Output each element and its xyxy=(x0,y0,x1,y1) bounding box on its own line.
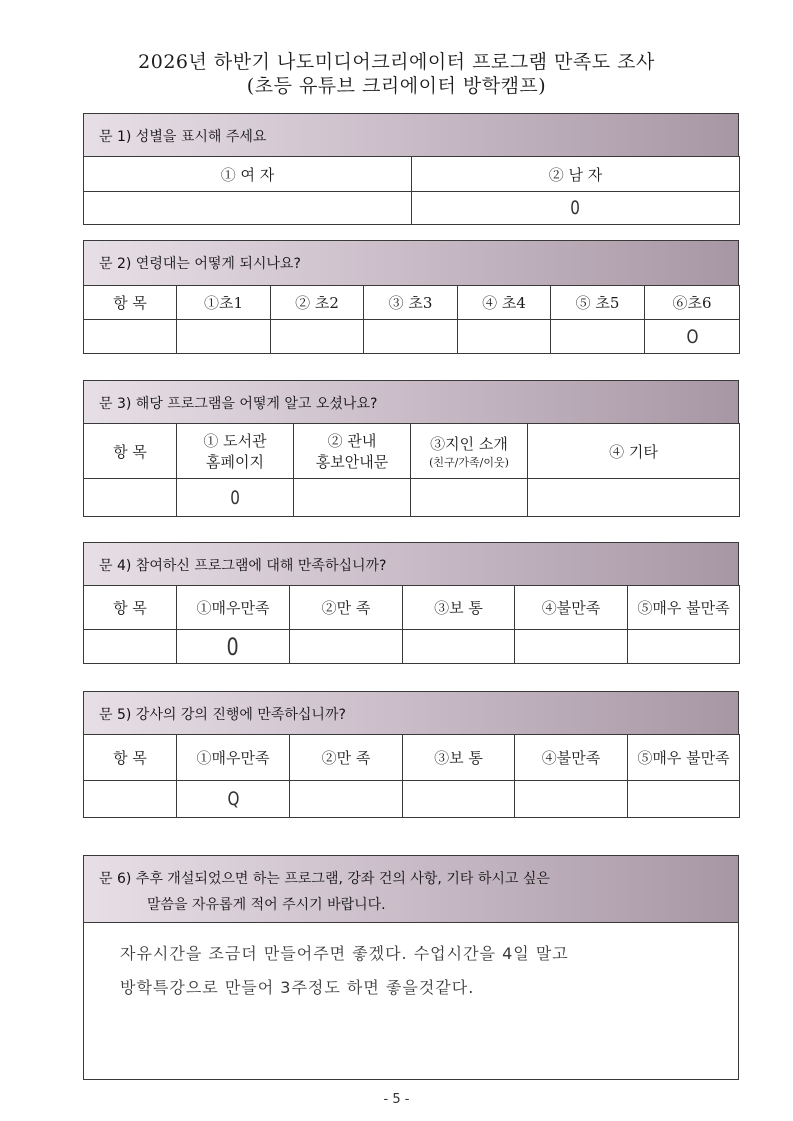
q6-handwritten-line1: 자유시간을 조금더 만들어주면 좋겠다. 수업시간을 4일 말고 xyxy=(120,944,569,963)
q5-answer-neutral[interactable] xyxy=(403,781,515,818)
q5-option-satisfied[interactable]: ②만 족 xyxy=(290,735,403,781)
q1-answer-female[interactable] xyxy=(84,192,412,225)
q5-answer-label-cell xyxy=(84,781,177,818)
q5-option-neutral[interactable]: ③보 통 xyxy=(403,735,515,781)
page-number: - 5 - xyxy=(383,1092,410,1107)
question-1-section xyxy=(83,113,739,225)
question-3-table xyxy=(83,423,740,517)
q2-answer-grade1[interactable] xyxy=(177,320,271,354)
q2-option-grade3[interactable]: ③ 초3 xyxy=(364,286,458,320)
q4-item-label: 항 목 xyxy=(84,586,177,630)
q3-answer-mark: 0 xyxy=(230,486,240,509)
question-5-table xyxy=(83,734,740,818)
question-4-header: 문 4) 참여하신 프로그램에 대해 만족하십니까? xyxy=(83,542,739,586)
q5-answer-very-satisfied[interactable] xyxy=(177,781,290,818)
q3-option-library-line2: 홈페이지 xyxy=(206,453,264,471)
q1-option-male[interactable]: ② 남 자 xyxy=(412,157,740,192)
q5-option-very-satisfied[interactable]: ①매우만족 xyxy=(177,735,290,781)
q2-answer-grade5[interactable] xyxy=(551,320,645,354)
q4-option-very-dissatisfied[interactable]: ⑤매우 불만족 xyxy=(628,586,740,630)
q3-answer-library[interactable] xyxy=(177,479,294,517)
question-1-header: 문 1) 성별을 표시해 주세요 xyxy=(83,113,739,157)
q3-option-library[interactable] xyxy=(177,424,294,479)
q2-answer-grade4[interactable] xyxy=(458,320,551,354)
q3-option-library-line1: ① 도서관 xyxy=(203,432,267,450)
q2-answer-label-cell xyxy=(84,320,177,354)
q1-answer-mark: 0 xyxy=(570,197,581,219)
q2-answer-grade6[interactable] xyxy=(645,320,740,354)
q5-option-very-dissatisfied[interactable]: ⑤매우 불만족 xyxy=(628,735,740,781)
q5-answer-very-dissatisfied[interactable] xyxy=(628,781,740,818)
q2-item-label: 항 목 xyxy=(84,286,177,320)
question-6-section xyxy=(83,855,739,1080)
question-4-table xyxy=(83,585,740,664)
q4-option-very-satisfied[interactable]: ①매우만족 xyxy=(177,586,290,630)
question-2-header: 문 2) 연령대는 어떻게 되시나요? xyxy=(83,240,739,286)
q3-answer-other[interactable] xyxy=(528,479,740,517)
q3-option-flyer-line2: 홍보안내문 xyxy=(315,453,389,471)
q5-answer-dissatisfied[interactable] xyxy=(515,781,628,818)
question-4-section xyxy=(83,542,739,664)
q3-item-label: 항 목 xyxy=(84,424,177,479)
survey-subtitle: (초등 유튜브 크리에이터 방학캠프) xyxy=(246,75,547,97)
q2-option-grade5[interactable]: ⑤ 초5 xyxy=(551,286,645,320)
q1-answer-male[interactable] xyxy=(412,192,740,225)
q4-option-satisfied[interactable]: ②만 족 xyxy=(290,586,403,630)
q5-item-label: 항 목 xyxy=(84,735,177,781)
q4-answer-very-satisfied[interactable] xyxy=(177,630,290,664)
q4-option-dissatisfied[interactable]: ④불만족 xyxy=(515,586,628,630)
q3-option-referral-line2: (친구/가족/이웃) xyxy=(429,455,509,469)
q6-handwritten-line2: 방학특강으로 만들어 3주정도 하면 좋을것같다. xyxy=(120,978,475,997)
q6-answer-box[interactable] xyxy=(83,922,739,1080)
q4-answer-neutral[interactable] xyxy=(403,630,515,664)
q3-option-other[interactable] xyxy=(528,424,740,479)
q3-option-flyer-line1: ② 관내 xyxy=(327,432,377,450)
q5-answer-satisfied[interactable] xyxy=(290,781,403,818)
question-6-header xyxy=(83,855,739,923)
q1-option-female[interactable]: ① 여 자 xyxy=(84,157,412,192)
q3-answer-flyer[interactable] xyxy=(294,479,411,517)
q3-option-referral[interactable] xyxy=(411,424,528,479)
q2-option-grade6[interactable]: ⑥초6 xyxy=(645,286,740,320)
q2-answer-grade2[interactable] xyxy=(271,320,364,354)
question-6-line1: 문 6) 추후 개설되었으면 하는 프로그램, 강좌 건의 사항, 기타 하시고 싶은 xyxy=(99,871,550,887)
q3-option-other-line1: ④ 기타 xyxy=(609,442,658,461)
q2-option-grade1[interactable]: ①초1 xyxy=(177,286,271,320)
q4-answer-very-dissatisfied[interactable] xyxy=(628,630,740,664)
q4-answer-mark: 0 xyxy=(226,632,240,661)
q3-option-referral-line1: ③지인 소개 xyxy=(430,434,508,453)
question-2-table xyxy=(83,285,740,354)
q4-option-neutral[interactable]: ③보 통 xyxy=(403,586,515,630)
q3-answer-referral[interactable] xyxy=(411,479,528,517)
question-5-section xyxy=(83,691,739,818)
q2-option-grade4[interactable]: ④ 초4 xyxy=(458,286,551,320)
question-5-header: 문 5) 강사의 강의 진행에 만족하십니까? xyxy=(83,691,739,735)
q3-answer-label-cell xyxy=(84,479,177,517)
question-3-section xyxy=(83,380,739,516)
question-3-header: 문 3) 해당 프로그램을 어떻게 알고 오셨나요? xyxy=(83,380,739,424)
q5-answer-mark: Q xyxy=(227,788,239,810)
survey-title: 2026년 하반기 나도미디어크리에이터 프로그램 만족도 조사 xyxy=(138,51,655,73)
q3-option-flyer[interactable] xyxy=(294,424,411,479)
q2-answer-grade3[interactable] xyxy=(364,320,458,354)
q4-answer-satisfied[interactable] xyxy=(290,630,403,664)
q4-answer-label-cell xyxy=(84,630,177,664)
question-2-section xyxy=(83,240,739,354)
q5-option-dissatisfied[interactable]: ④불만족 xyxy=(515,735,628,781)
q2-option-grade2[interactable]: ② 초2 xyxy=(271,286,364,320)
q4-answer-dissatisfied[interactable] xyxy=(515,630,628,664)
q2-answer-mark: O xyxy=(686,325,698,348)
question-1-table xyxy=(83,156,740,225)
question-6-line2: 말씀을 자유롭게 적어 주시기 바랍니다. xyxy=(147,897,386,913)
